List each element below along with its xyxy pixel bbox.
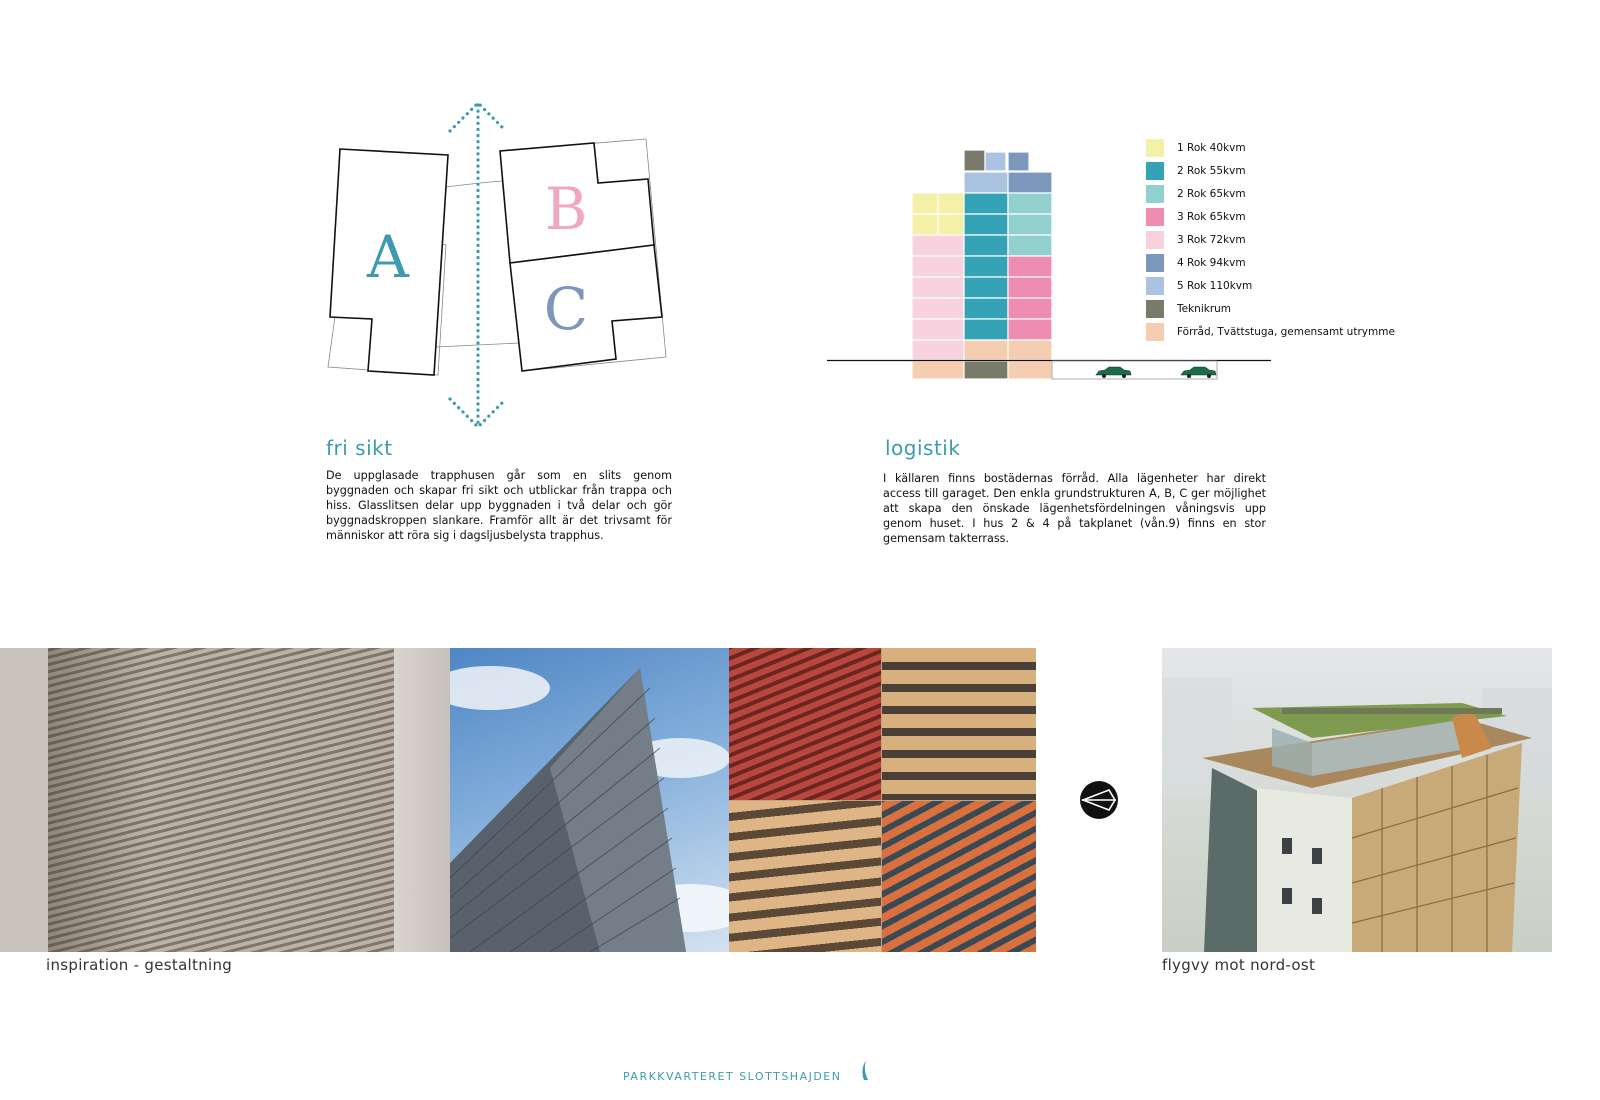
plan-label-c: C [543,275,589,343]
collage-orange-slats [882,801,1036,952]
unit [912,319,964,340]
basement-tech [964,361,1008,379]
legend-swatch [1146,139,1164,157]
collage-wood-slats [729,801,881,952]
collage-red-slats [729,648,881,800]
unit [938,193,964,214]
footer-leaf-icon [858,1060,872,1080]
roof-unit [1008,152,1029,171]
apartment-legend [1146,136,1406,343]
legend-item [1146,205,1406,228]
floor-plan-diagram [320,95,680,435]
glass-slot-top [446,181,502,187]
unit [964,298,1008,319]
unit [912,277,964,298]
unit [964,172,1008,193]
unit [964,277,1008,298]
roof-tech [964,150,985,171]
unit [964,256,1008,277]
legend-item [1146,136,1406,159]
aerial-building-shape [1162,648,1552,952]
legend-label: 3 Rok 65kvm [1177,210,1246,223]
inspiration-photo-glass-tower [450,648,729,952]
unit [1008,193,1052,214]
apartment-grid [912,150,1052,379]
unit [1008,277,1052,298]
facade-panel-left [0,648,48,952]
fri-sikt-body: De uppglasade trapphusen går som en slits genom byggnaden och skapar fri sikt och utblickar från trappa och hiss. Glasslitsen delar upp byggnaden i två delar och gör byggnadskroppen slankare. Framför allt är det trivsamt för människor att röra sig i dagsljusbelysta trapphus. [326,469,672,542]
unit [912,235,964,256]
unit [964,319,1008,340]
legend-label: Förråd, Tvättstuga, gemensamt utrymme [1177,325,1395,338]
basement-storage [912,361,964,379]
glass-tower-shape [450,648,729,952]
legend-swatch [1146,300,1164,318]
legend-label: 3 Rok 72kvm [1177,233,1246,246]
north-arrow-icon [1079,780,1119,820]
unit [964,214,1008,235]
roof-unit [985,152,1006,171]
basement-storage [1008,361,1052,379]
legend-swatch [1146,162,1164,180]
legend-label: 4 Rok 94kvm [1177,256,1246,269]
plan-label-a: A [367,223,409,291]
logistik-body: I källaren finns bostädernas förråd. Alla lägenheter har direkt access till garaget. Den enkla grundstrukturen A, B, C ger möjlighet att skapa den önskade lägenhetsfördelningen våningsvis upp genom huset. I hus 2 & 4 på takplanet (vån.9) finns en stor gemensam takterrass. [883,472,1266,545]
logistik-heading: logistik [885,436,961,460]
legend-swatch [1146,277,1164,295]
legend-swatch [1146,185,1164,203]
unit [1008,172,1052,193]
plan-label-b: B [544,175,588,243]
legend-label: 1 Rok 40kvm [1177,141,1246,154]
unit [912,340,964,360]
unit [964,193,1008,214]
inspiration-photo-collage [729,648,1036,952]
unit [964,235,1008,256]
inspiration-photo-louvre-facade [0,648,450,952]
legend-item [1146,228,1406,251]
legend-label: 5 Rok 110kvm [1177,279,1253,292]
unit [1008,235,1052,256]
aerial-view-render [1162,648,1552,952]
car-icon [1096,367,1131,378]
legend-label: 2 Rok 65kvm [1177,187,1246,200]
caption-inspiration: inspiration - gestaltning [46,956,233,974]
car-icon [1181,367,1216,378]
caption-flygvy: flygvy mot nord-ost [1162,956,1316,974]
unit [912,298,964,319]
legend-item [1146,182,1406,205]
legend-label: 2 Rok 55kvm [1177,164,1246,177]
unit [1008,256,1052,277]
unit [938,214,964,235]
unit [1008,298,1052,319]
collage-wood-balconies [882,648,1036,800]
legend-item [1146,297,1406,320]
legend-item [1146,274,1406,297]
fri-sikt-heading: fri sikt [326,436,393,460]
facade-shadow [48,648,148,952]
legend-swatch [1146,231,1164,249]
legend-swatch [1146,208,1164,226]
legend-label: Teknikrum [1177,302,1232,315]
legend-item [1146,320,1406,343]
legend-item [1146,159,1406,182]
unit [1008,340,1052,360]
legend-swatch [1146,254,1164,272]
legend-item [1146,251,1406,274]
unit [1008,214,1052,235]
unit [1008,319,1052,340]
legend-swatch [1146,323,1164,341]
footer-project-name: PARKKVARTERET SLOTTSHAJDEN [623,1070,842,1083]
facade-panel-right [394,648,450,952]
unit [912,193,938,214]
unit [912,256,964,277]
unit [912,214,938,235]
unit [964,340,1008,360]
